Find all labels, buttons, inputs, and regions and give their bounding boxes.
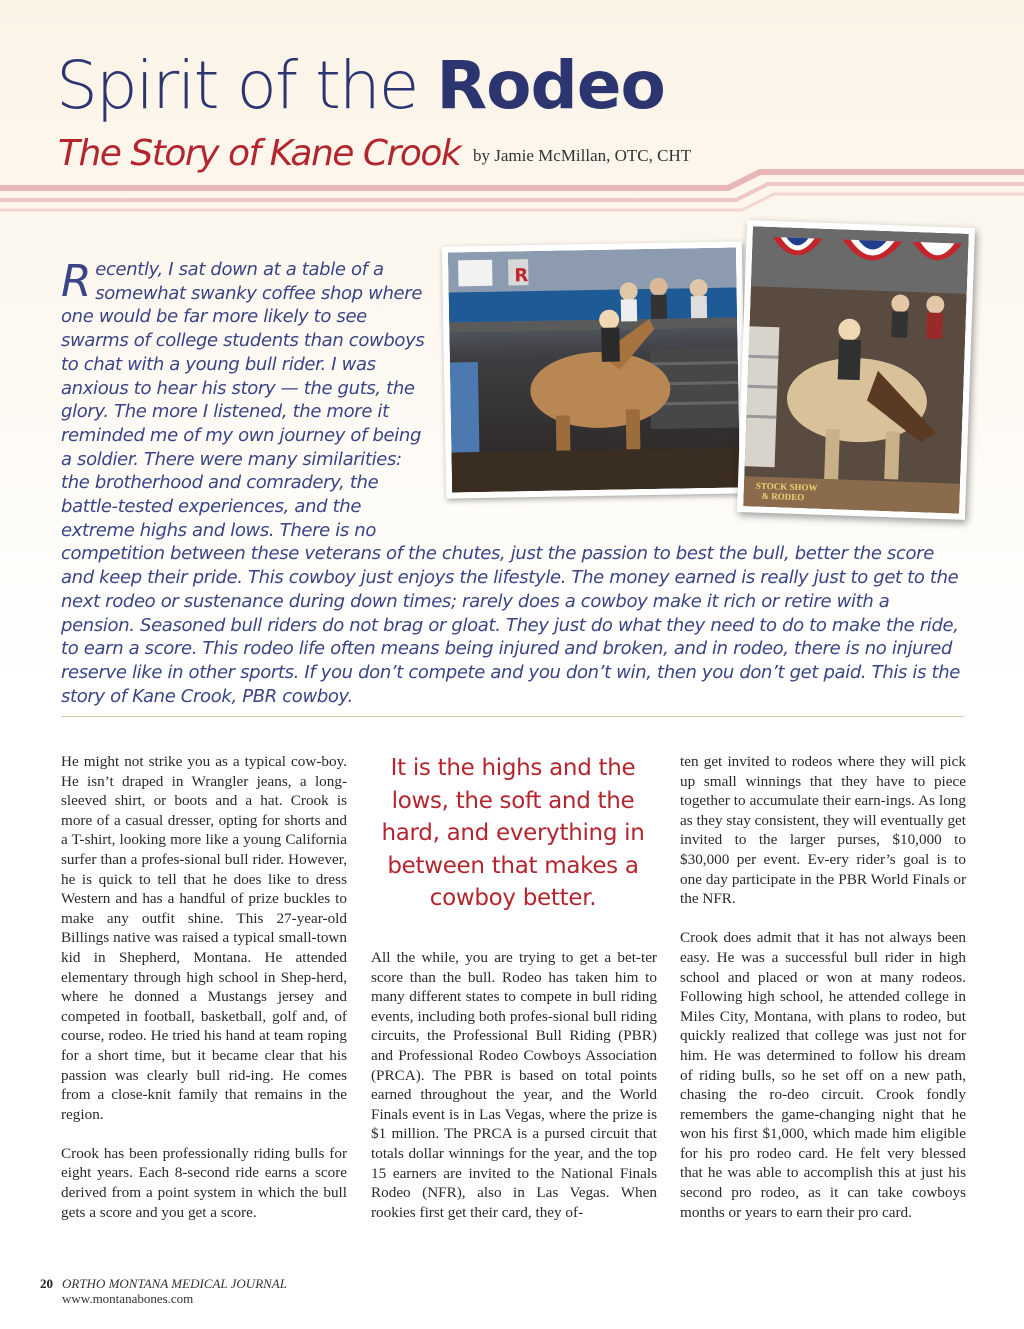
- column-1-paragraph-1: He might not strike you as a typical cow-boy. He isn’t draped in Wrangler jeans, a long-sleeved shirt, or boots and a hat. Crook is more of a casual dresser, opting for shorts and a T-shirt, looking more like a young California surfer than a profes-sional bull rider. However, he is quick to tell that he does like to dress Western and has a handful of prize buckles to make any outfit shine. This 27-year-old Billings native was raised a typical small-town kid in Shepherd, Montana. He attended elementary through high school in Shep-herd, where he donned a Mustangs jersey and competed in football, basketball, golf and, of course, rodeo. He tried his hand at team roping for a short time, but it became clear that his passion was clearly bull rid-ing. He comes from a close-knit family that remains in the region.: [61, 753, 347, 1123]
- journal-name: ORTHO MONTANA MEDICAL JOURNAL: [62, 1276, 287, 1291]
- svg-text:STOCK SHOW: STOCK SHOW: [755, 480, 818, 493]
- title-light: Spirit of the: [56, 47, 437, 124]
- column-3-paragraph-2: Crook does admit that it has not always been easy. He was a successful bull rider in high school and placed or won at many rodeos. Following high school, he attended college in Miles City, Montana, with plans to rodeo, but quickly realized that college was just not for him. He was determined to follow his dream of riding bulls, so he set off on a new path, chasing the ro-deo circuit. Crook fondly remembers the game-changing night that he won his first $1,000, which made him eligible for his pro rodeo card. He felt very blessed that he was able to accomplish this at just his second pro rodeo, as it can take cowboys months or years to earn their pro card.: [680, 929, 966, 1221]
- section-divider: [61, 716, 964, 717]
- body-column-3: [680, 752, 966, 1242]
- byline: by Jamie McMillan, OTC, CHT: [473, 146, 692, 165]
- lead-text: ecently, I sat down at a table of a somewhat swanky coffee shop where one would be far more likely to see swarms of college students than cowboys to chat with a young bull rider. I was anxious to hear his story — the guts, the glory. The more I listened, the more it reminded me of my own journey of being a soldier. There were many similarities: the brotherhood and comradery, the battle-tested experiences, and the extreme highs and lows. There is no competition between these veterans of the chutes, just the passion to best the bull, better the score and keep their pride. This cowboy just enjoys the lifestyle. The money earned is really just to get to the next rodeo or sustenance during down times; rarely does a cowboy make it rich or retire with a pension. Seasoned bull riders do not brag or gloat. They just do what they need to do to make the ride, to earn a score. This rodeo life often means being injured and broken, and in rodeo, there is no injured reserve like in other sports. If you don’t compete and you don’t win, then you don’t get paid. This is the story of Kane Crook, PBR cowboy.: [61, 259, 960, 707]
- column-3-paragraph-1: ten get invited to rodeos where they will pick up small winnings that they have to piece together to accumulate their earn-ings. As long as they stay consistent, they will eventually get invited to the larger purses, $10,000 to $30,000 per event. Ev-ery rider’s goal is to one day participate in the PBR World Finals or the NFR.: [680, 753, 966, 908]
- lead-paragraph: [61, 258, 966, 708]
- column-1-paragraph-2: Crook has been professionally riding bulls for eight years. Each 8-second ride earns a score derived from a point system in which the bull gets a score and you get a score.: [61, 1144, 347, 1221]
- article-title: [56, 46, 665, 126]
- header-stripes: [0, 168, 1024, 228]
- column-2-paragraph-1: All the while, you are trying to get a bet-ter score than the bull. Rodeo has taken him to many different states to compete in bull riding events, including both profes-sional bull riding circuits, the Professional Bull Riding (PBR) and Professional Rodeo Cowboys Association (PRCA). The PBR is based on total points earned throughout the year, and the World Finals event is in Las Vegas, where the prize is $1 million. The PRCA is a pursed circuit that totals dollar winnings for the year, and the top 15 earners are invited to the National Finals Rodeo (NFR), also in Las Vegas. When rookies first get their card, they of-: [371, 949, 657, 1221]
- journal-url: www.montanabones.com: [62, 1291, 194, 1306]
- body-column-2: [371, 948, 657, 1242]
- article-subtitle: The Story of Kane Crook: [58, 133, 461, 174]
- page-number: 20: [40, 1276, 53, 1291]
- pull-quote: It is the highs and the lows, the soft and the hard, and everything in between that makes a cowboy better.: [381, 755, 645, 911]
- svg-text:& RODEO: & RODEO: [761, 490, 805, 503]
- drop-cap: R: [61, 256, 92, 307]
- title-bold: Rodeo: [436, 47, 665, 124]
- photo-wrap-spacer: [428, 258, 966, 530]
- svg-text:R: R: [514, 265, 529, 287]
- body-column-1: [61, 752, 347, 1242]
